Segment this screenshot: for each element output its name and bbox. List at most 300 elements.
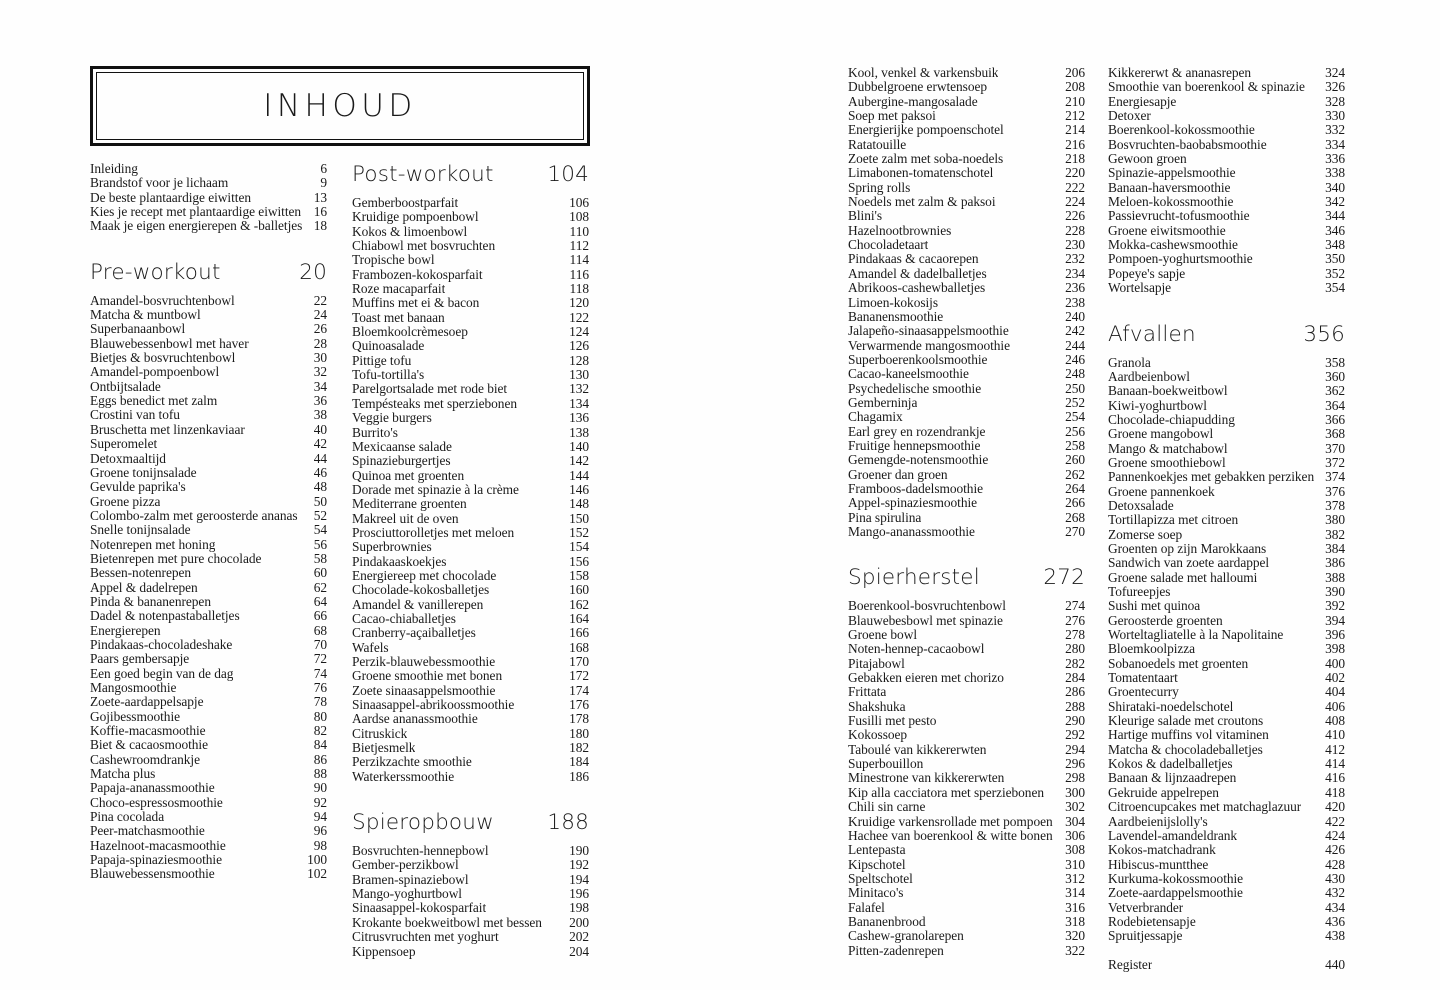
toc-entry[interactable] — [1108, 843, 1345, 857]
toc-entry[interactable] — [848, 728, 1085, 742]
toc-entry[interactable] — [1108, 485, 1345, 499]
toc-entry-label: Matcha plus — [90, 767, 156, 782]
toc-entry[interactable] — [90, 176, 327, 190]
toc-entry[interactable] — [848, 800, 1085, 814]
toc-entry[interactable] — [1108, 743, 1345, 757]
toc-entry[interactable] — [352, 540, 589, 554]
toc-entry[interactable] — [848, 296, 1085, 310]
toc-entry[interactable] — [1108, 138, 1345, 152]
toc-entry[interactable] — [352, 669, 589, 683]
toc-entry[interactable] — [848, 238, 1085, 252]
toc-entry[interactable] — [848, 324, 1085, 338]
toc-entry[interactable] — [352, 268, 589, 282]
toc-entry[interactable] — [1108, 958, 1345, 972]
toc-entry-page: 284 — [1065, 670, 1085, 686]
toc-entry[interactable] — [90, 437, 327, 451]
toc-entry[interactable] — [1108, 685, 1345, 699]
toc-entry-label: Biet & cacaosmoothie — [90, 738, 208, 753]
toc-entry[interactable] — [1108, 209, 1345, 223]
toc-entry[interactable] — [90, 724, 327, 738]
toc-entry[interactable] — [848, 496, 1085, 510]
toc-entry[interactable] — [352, 497, 589, 511]
toc-entry-label: Speltschotel — [848, 871, 913, 886]
toc-entry[interactable] — [848, 901, 1085, 915]
toc-entry[interactable] — [1108, 858, 1345, 872]
toc-entry[interactable] — [1108, 642, 1345, 656]
toc-entry[interactable] — [848, 66, 1085, 80]
toc-entry-label: Kruidige pompoenbowl — [352, 210, 479, 225]
toc-entry[interactable] — [352, 210, 589, 224]
toc-entry[interactable] — [1108, 413, 1345, 427]
toc-entry[interactable] — [1108, 556, 1345, 570]
toc-entry-page: 430 — [1325, 870, 1345, 886]
toc-entry-label: Gemberninja — [848, 395, 918, 410]
toc-entry[interactable] — [848, 858, 1085, 872]
toc-entry-label: Maak je eigen energierepen & -balletjes — [90, 219, 303, 234]
toc-entry[interactable] — [1108, 267, 1345, 281]
toc-entry[interactable] — [352, 555, 589, 569]
toc-entry-page: 102 — [307, 866, 327, 882]
toc-entry[interactable] — [90, 191, 327, 205]
toc-entry[interactable] — [352, 873, 589, 887]
toc-entry-label: Limabonen-tomatenschotel — [848, 166, 994, 181]
toc-entry-page: 124 — [569, 324, 589, 340]
toc-entry[interactable] — [352, 339, 589, 353]
toc-entry[interactable] — [848, 815, 1085, 829]
toc-entry-label: Pitten-zadenrepen — [848, 943, 944, 958]
toc-entry[interactable] — [1108, 929, 1345, 943]
toc-entry-page: 40 — [313, 421, 327, 437]
toc-entry[interactable] — [90, 624, 327, 638]
toc-entry[interactable] — [1108, 771, 1345, 785]
toc-entry[interactable] — [848, 599, 1085, 613]
toc-entry[interactable] — [848, 310, 1085, 324]
toc-entry[interactable] — [352, 626, 589, 640]
toc-entry[interactable] — [90, 365, 327, 379]
toc-entry-label: Fusilli met pesto — [848, 714, 937, 729]
toc-entry[interactable] — [1108, 224, 1345, 238]
toc-entry[interactable] — [352, 755, 589, 769]
toc-entry[interactable] — [1108, 499, 1345, 513]
toc-entry-page: 42 — [313, 436, 327, 452]
toc-entry[interactable] — [848, 439, 1085, 453]
toc-entry-page: 404 — [1325, 684, 1345, 700]
toc-entry-label: Veggie burgers — [352, 411, 432, 426]
section-heading[interactable] — [1108, 322, 1345, 347]
toc-entry-label: Kokos & limoenbowl — [352, 224, 468, 239]
toc-entry[interactable] — [1108, 599, 1345, 613]
toc-entry-label: Bloemkoolcrèmesoep — [352, 325, 468, 340]
toc-entry[interactable] — [848, 410, 1085, 424]
toc-entry[interactable] — [352, 945, 589, 959]
toc-entry[interactable] — [848, 224, 1085, 238]
section-heading[interactable] — [352, 810, 589, 835]
toc-entry-page: 182 — [569, 740, 589, 756]
toc-entry[interactable] — [352, 612, 589, 626]
toc-entry-page: 110 — [569, 223, 589, 239]
toc-entry[interactable] — [848, 396, 1085, 410]
toc-entry[interactable] — [352, 483, 589, 497]
toc-entry-page: 126 — [569, 338, 589, 354]
toc-entry[interactable] — [1108, 399, 1345, 413]
toc-entry[interactable] — [1108, 470, 1345, 484]
toc-entry-label: Energiereep met chocolade — [352, 568, 497, 583]
toc-entry-label: Mango & matchabowl — [1108, 441, 1228, 456]
toc-entry[interactable] — [1108, 166, 1345, 180]
toc-entry[interactable] — [90, 867, 327, 881]
toc-entry[interactable] — [90, 796, 327, 810]
toc-entry-label: Register — [1108, 957, 1153, 972]
toc-entry[interactable] — [90, 581, 327, 595]
toc-entry-page: 304 — [1065, 813, 1085, 829]
toc-entry[interactable] — [90, 480, 327, 494]
toc-entry[interactable] — [1108, 700, 1345, 714]
toc-entry-label: Smoothie van boerenkool & spinazie — [1108, 80, 1305, 95]
toc-entry-page: 196 — [569, 886, 589, 902]
toc-entry[interactable] — [848, 267, 1085, 281]
toc-entry[interactable] — [352, 239, 589, 253]
toc-entry-page: 54 — [313, 522, 327, 538]
toc-entry[interactable] — [1108, 442, 1345, 456]
toc-entry[interactable] — [1108, 66, 1345, 80]
toc-entry[interactable] — [352, 583, 589, 597]
toc-entry-page: 74 — [313, 665, 327, 681]
toc-entry-label: Groene eiwitsmoothie — [1108, 223, 1226, 238]
toc-entry[interactable] — [352, 598, 589, 612]
toc-entry-label: Groentecurry — [1108, 685, 1179, 700]
toc-entry[interactable] — [848, 339, 1085, 353]
toc-entry-label: Chiabowl met bosvruchten — [352, 239, 496, 254]
toc-entry-label: Dubbelgroene erwtensoep — [848, 80, 988, 95]
toc-entry[interactable] — [848, 181, 1085, 195]
toc-entry[interactable] — [1108, 585, 1345, 599]
toc-entry[interactable] — [1108, 281, 1345, 295]
toc-entry[interactable] — [90, 538, 327, 552]
toc-entry[interactable] — [1108, 252, 1345, 266]
toc-entry[interactable] — [848, 482, 1085, 496]
toc-entry[interactable] — [1108, 872, 1345, 886]
toc-entry-label: Framboos-dadelsmoothie — [848, 481, 984, 496]
toc-entry[interactable] — [1108, 714, 1345, 728]
section-heading-label: Afvallen — [1108, 321, 1196, 347]
toc-entry[interactable] — [1108, 815, 1345, 829]
toc-entry[interactable] — [848, 628, 1085, 642]
toc-entry[interactable] — [352, 727, 589, 741]
section-heading[interactable] — [90, 260, 327, 285]
toc-entry[interactable] — [352, 770, 589, 784]
toc-entry[interactable] — [1108, 195, 1345, 209]
toc-entry-page: 382 — [1325, 526, 1345, 542]
toc-entry[interactable] — [352, 569, 589, 583]
toc-entry-label: Zoete-aardappelsmoothie — [1108, 886, 1243, 901]
toc-entry-page: 162 — [569, 596, 589, 612]
toc-entry[interactable] — [848, 109, 1085, 123]
toc-entry[interactable] — [1108, 456, 1345, 470]
toc-entry[interactable] — [848, 915, 1085, 929]
toc-entry[interactable] — [352, 887, 589, 901]
toc-entry[interactable] — [1108, 829, 1345, 843]
toc-entry-label: Energiesapje — [1108, 94, 1177, 109]
toc-entry[interactable] — [90, 638, 327, 652]
toc-entry[interactable] — [848, 872, 1085, 886]
toc-entry[interactable] — [90, 322, 327, 336]
toc-entry-label: Hazelnootbrownies — [848, 223, 952, 238]
toc-entry[interactable] — [90, 652, 327, 666]
toc-entry[interactable] — [90, 767, 327, 781]
toc-entry[interactable] — [352, 354, 589, 368]
toc-entry-label: Dadel & notenpastaballetjes — [90, 609, 240, 624]
toc-entry[interactable] — [352, 440, 589, 454]
toc-entry-page: 440 — [1325, 956, 1345, 972]
toc-entry[interactable] — [1108, 542, 1345, 556]
toc-entry-page: 170 — [569, 654, 589, 669]
toc-entry-page: 352 — [1325, 265, 1345, 281]
toc-entry[interactable] — [1108, 513, 1345, 527]
toc-entry[interactable] — [352, 526, 589, 540]
toc-entry[interactable] — [848, 886, 1085, 900]
toc-entry[interactable] — [848, 252, 1085, 266]
toc-entry[interactable] — [1108, 123, 1345, 137]
toc-entry[interactable] — [352, 311, 589, 325]
section-heading[interactable] — [848, 565, 1085, 590]
toc-entry[interactable] — [1108, 915, 1345, 929]
toc-entry[interactable] — [352, 741, 589, 755]
toc-entry[interactable] — [90, 294, 327, 308]
toc-entry[interactable] — [1108, 901, 1345, 915]
toc-entry-label: Minitaco's — [848, 886, 904, 901]
toc-entry[interactable] — [90, 219, 327, 233]
toc-entry[interactable] — [90, 695, 327, 709]
toc-entry[interactable] — [848, 138, 1085, 152]
toc-column-3 — [848, 66, 1085, 958]
toc-entry[interactable] — [352, 368, 589, 382]
toc-entry[interactable] — [848, 685, 1085, 699]
section-heading-page: 104 — [547, 162, 589, 187]
toc-entry[interactable] — [848, 671, 1085, 685]
toc-entry[interactable] — [1108, 356, 1345, 370]
toc-entry[interactable] — [1108, 95, 1345, 109]
toc-entry-label: Groener dan groen — [848, 467, 948, 482]
toc-entry-label: Bananensmoothie — [848, 309, 944, 324]
toc-entry-page: 426 — [1325, 842, 1345, 858]
toc-entry[interactable] — [1108, 728, 1345, 742]
toc-entry[interactable] — [848, 281, 1085, 295]
toc-entry[interactable] — [90, 509, 327, 523]
toc-entry[interactable] — [1108, 886, 1345, 900]
toc-entry[interactable] — [90, 380, 327, 394]
toc-entry-label: Colombo-zalm met geroosterde ananas — [90, 508, 298, 523]
toc-entry[interactable] — [848, 786, 1085, 800]
toc-entry[interactable] — [1108, 800, 1345, 814]
toc-entry[interactable] — [848, 657, 1085, 671]
toc-entry-label: Superbouillon — [848, 757, 924, 772]
section-heading[interactable] — [352, 162, 589, 187]
toc-entry-page: 254 — [1065, 409, 1085, 425]
toc-entry[interactable] — [848, 743, 1085, 757]
toc-entry-page: 148 — [569, 496, 589, 512]
toc-entry[interactable] — [1108, 80, 1345, 94]
toc-entry[interactable] — [352, 844, 589, 858]
toc-entry[interactable] — [90, 824, 327, 838]
toc-entry[interactable] — [848, 468, 1085, 482]
toc-entry[interactable] — [352, 930, 589, 944]
toc-entry[interactable] — [1108, 427, 1345, 441]
toc-entry-label: Pinda & bananenrepen — [90, 594, 211, 609]
toc-entry[interactable] — [90, 337, 327, 351]
toc-entry-page: 146 — [569, 481, 589, 497]
toc-entry[interactable] — [1108, 671, 1345, 685]
toc-entry[interactable] — [848, 843, 1085, 857]
spacer — [1108, 944, 1345, 958]
toc-entry-label: Boerenkool-kokossmoothie — [1108, 123, 1255, 138]
toc-entry[interactable] — [848, 382, 1085, 396]
toc-entry[interactable] — [848, 757, 1085, 771]
toc-entry-page: 258 — [1065, 437, 1085, 453]
toc-entry[interactable] — [90, 205, 327, 219]
toc-entry-label: Frambozen-kokosparfait — [352, 267, 483, 282]
toc-entry-page: 436 — [1325, 913, 1345, 929]
toc-entry[interactable] — [352, 469, 589, 483]
toc-entry-label: Bietjes & bosvruchtenbowl — [90, 351, 236, 366]
toc-entry-label: Bietjesmelk — [352, 741, 416, 756]
toc-entry[interactable] — [352, 253, 589, 267]
toc-entry-page: 46 — [313, 464, 327, 480]
toc-entry[interactable] — [1108, 384, 1345, 398]
toc-entry-label: Sinaasappel-kokosparfait — [352, 901, 487, 916]
toc-entry[interactable] — [848, 80, 1085, 94]
toc-entry[interactable] — [352, 325, 589, 339]
toc-entry[interactable] — [90, 552, 327, 566]
toc-entry-page: 194 — [569, 871, 589, 887]
toc-entry[interactable] — [848, 353, 1085, 367]
toc-entry[interactable] — [90, 495, 327, 509]
toc-entry[interactable] — [352, 712, 589, 726]
toc-entry[interactable] — [90, 681, 327, 695]
toc-entry[interactable] — [848, 700, 1085, 714]
toc-entry[interactable] — [352, 411, 589, 425]
toc-entry[interactable] — [1108, 152, 1345, 166]
toc-entry-label: Tortillapizza met citroen — [1108, 513, 1239, 528]
toc-entry[interactable] — [848, 209, 1085, 223]
toc-entry-page: 244 — [1065, 337, 1085, 353]
toc-entry[interactable] — [90, 839, 327, 853]
toc-entry[interactable] — [90, 609, 327, 623]
toc-entry[interactable] — [90, 423, 327, 437]
toc-entry[interactable] — [1108, 528, 1345, 542]
toc-entry[interactable] — [90, 810, 327, 824]
toc-entry[interactable] — [352, 196, 589, 210]
toc-entry[interactable] — [90, 523, 327, 537]
toc-entry[interactable] — [352, 916, 589, 930]
toc-entry-page: 308 — [1065, 842, 1085, 858]
toc-entry[interactable] — [90, 162, 327, 176]
toc-entry[interactable] — [90, 566, 327, 580]
toc-entry-page: 172 — [569, 668, 589, 684]
toc-entry[interactable] — [1108, 757, 1345, 771]
toc-entry-page: 236 — [1065, 280, 1085, 296]
toc-entry[interactable] — [90, 781, 327, 795]
toc-entry[interactable] — [848, 511, 1085, 525]
toc-entry[interactable] — [352, 454, 589, 468]
toc-entry[interactable] — [352, 296, 589, 310]
toc-entry[interactable] — [848, 771, 1085, 785]
toc-entry[interactable] — [848, 166, 1085, 180]
toc-entry[interactable] — [90, 452, 327, 466]
toc-entry-page: 80 — [313, 708, 327, 724]
toc-entry-label: Ratatouille — [848, 137, 907, 152]
toc-entry-label: Spinazieburgertjes — [352, 454, 451, 469]
toc-entry[interactable] — [1108, 614, 1345, 628]
toc-entry[interactable] — [1108, 571, 1345, 585]
toc-entry[interactable] — [1108, 370, 1345, 384]
toc-entry[interactable] — [1108, 181, 1345, 195]
toc-entry[interactable] — [352, 397, 589, 411]
toc-entry-page: 264 — [1065, 480, 1085, 496]
toc-entry[interactable] — [90, 351, 327, 365]
toc-entry[interactable] — [848, 714, 1085, 728]
toc-entry[interactable] — [848, 123, 1085, 137]
page-title: INHOUD — [263, 88, 417, 124]
toc-entry[interactable] — [1108, 109, 1345, 123]
toc-entry[interactable] — [352, 684, 589, 698]
toc-entry[interactable] — [90, 394, 327, 408]
toc-entry-label: Citruskick — [352, 726, 408, 741]
toc-entry-page: 302 — [1065, 799, 1085, 815]
toc-entry[interactable] — [352, 698, 589, 712]
toc-entry[interactable] — [848, 642, 1085, 656]
toc-entry[interactable] — [352, 382, 589, 396]
toc-entry[interactable] — [90, 753, 327, 767]
toc-entry[interactable] — [90, 738, 327, 752]
toc-entry[interactable] — [1108, 657, 1345, 671]
toc-entry[interactable] — [90, 710, 327, 724]
toc-entry-page: 248 — [1065, 366, 1085, 382]
toc-entry[interactable] — [90, 853, 327, 867]
toc-entry[interactable] — [848, 195, 1085, 209]
toc-entry-page: 286 — [1065, 684, 1085, 700]
toc-entry[interactable] — [90, 408, 327, 422]
toc-entry[interactable] — [848, 152, 1085, 166]
toc-entry-page: 140 — [569, 438, 589, 454]
toc-entry[interactable] — [352, 641, 589, 655]
toc-entry[interactable] — [352, 426, 589, 440]
toc-entry[interactable] — [848, 614, 1085, 628]
toc-entry[interactable] — [90, 667, 327, 681]
toc-entry[interactable] — [848, 95, 1085, 109]
toc-entry[interactable] — [848, 425, 1085, 439]
toc-entry[interactable] — [352, 901, 589, 915]
toc-entry[interactable] — [352, 225, 589, 239]
toc-entry[interactable] — [1108, 238, 1345, 252]
toc-entry[interactable] — [848, 453, 1085, 467]
toc-entry[interactable] — [352, 512, 589, 526]
toc-entry[interactable] — [1108, 628, 1345, 642]
toc-entry[interactable] — [352, 282, 589, 296]
toc-entry[interactable] — [848, 829, 1085, 843]
toc-entry[interactable] — [848, 944, 1085, 958]
toc-entry[interactable] — [352, 655, 589, 669]
toc-entry[interactable] — [848, 367, 1085, 381]
toc-entry-page: 62 — [313, 579, 327, 595]
toc-entry[interactable] — [90, 308, 327, 322]
toc-entry[interactable] — [90, 595, 327, 609]
toc-entry[interactable] — [1108, 786, 1345, 800]
toc-entry[interactable] — [352, 858, 589, 872]
toc-entry-page: 9 — [320, 175, 327, 191]
toc-entry[interactable] — [848, 525, 1085, 539]
toc-entry[interactable] — [848, 929, 1085, 943]
toc-entry[interactable] — [90, 466, 327, 480]
